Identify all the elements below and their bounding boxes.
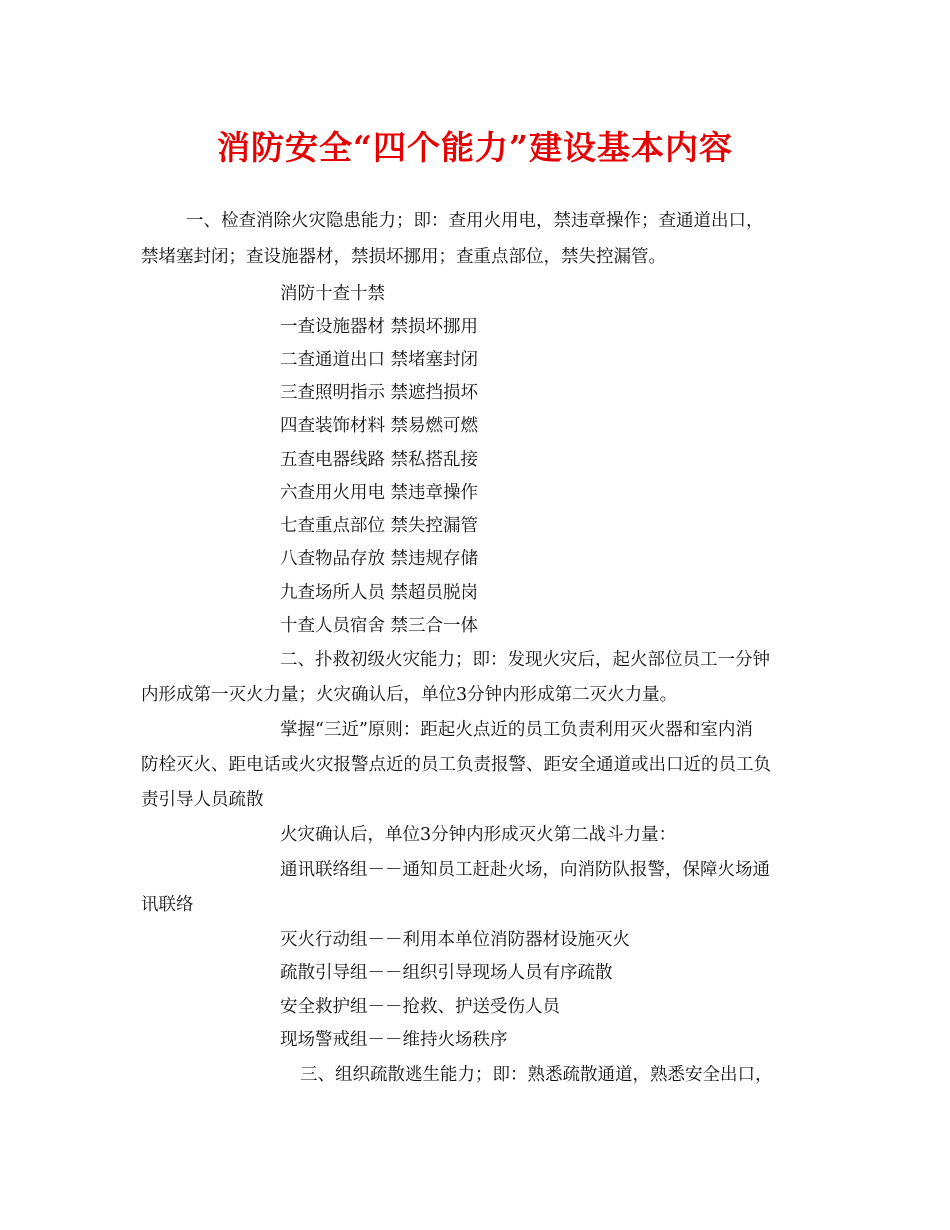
ten-checks-item-1: 一查设施器材 禁损坏挪用: [280, 317, 479, 337]
ten-checks-item-5: 五查电器线路 禁私搭乱接: [280, 450, 479, 470]
ten-checks-item-3: 三查照明指示 禁遮挡损坏: [280, 383, 479, 403]
section1-line2: 禁堵塞封闭；查设施器材，禁损坏挪用；查重点部位，禁失控漏管。: [141, 247, 666, 267]
ten-checks-item-2: 二查通道出口 禁堵塞封闭: [280, 350, 479, 370]
ten-checks-heading: 消防十查十禁: [280, 284, 385, 304]
group-cordon: 现场警戒组－－维持火场秩序: [280, 1030, 508, 1050]
ten-checks-item-10: 十查人员宿舍 禁三合一体: [280, 616, 479, 636]
comm-group-line2: 讯联络: [141, 895, 194, 915]
three-near-line3: 责引导人员疏散: [141, 790, 264, 810]
section2-line1: 二、扑救初级火灾能力；即：发现火灾后，起火部位员工一分钟: [280, 650, 770, 670]
group-evacuation: 疏散引导组－－组织引导现场人员有序疏散: [280, 963, 613, 983]
three-near-line1: 掌握“三近”原则：距起火点近的员工负责利用灭火器和室内消: [280, 720, 753, 740]
comm-group-line1: 通讯联络组－－通知员工赶赴火场，向消防队报警，保障火场通: [280, 860, 770, 880]
ten-checks-item-7: 七查重点部位 禁失控漏管: [280, 516, 479, 536]
ten-checks-item-6: 六查用火用电 禁违章操作: [280, 483, 479, 503]
group-fire-action: 灭火行动组－－利用本单位消防器材设施灭火: [280, 930, 630, 950]
section2-line2: 内形成第一灭火力量；火灾确认后，单位3分钟内形成第二灭火力量。: [141, 685, 678, 705]
group-rescue: 安全救护组－－抢救、护送受伤人员: [280, 997, 560, 1017]
ten-checks-item-8: 八查物品存放 禁违规存储: [280, 549, 479, 569]
second-force-heading: 火灾确认后，单位3分钟内形成灭火第二战斗力量：: [280, 825, 677, 845]
document-title: 消防安全“四个能力”建设基本内容: [217, 128, 733, 167]
three-near-line2: 防栓灭火、距电话或火灾报警点近的员工负责报警、距安全通道或出口近的员工负: [141, 755, 771, 775]
section3-line1: 三、组织疏散逃生能力；即：熟悉疏散通道，熟悉安全出口，: [300, 1065, 773, 1085]
ten-checks-item-4: 四查装饰材料 禁易燃可燃: [280, 416, 479, 436]
section1-line1: 一、检查消除火灾隐患能力；即：查用火用电，禁违章操作；查通道出口，: [186, 211, 764, 231]
ten-checks-item-9: 九查场所人员 禁超员脱岗: [280, 583, 479, 603]
